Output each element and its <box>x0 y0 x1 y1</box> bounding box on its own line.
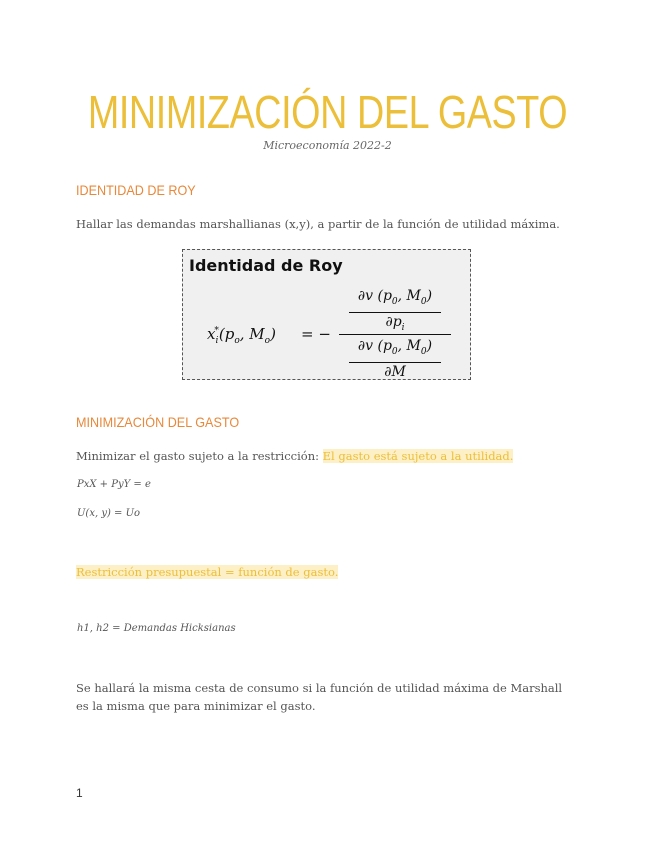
roy-big-fraction <box>339 288 451 378</box>
roy-lhs-args-sub: o <box>234 336 240 346</box>
min-text-plain: Minimizar el gasto sujeto a la restricción: <box>76 449 323 463</box>
roy-den-top-rest: , M <box>397 338 421 354</box>
page-title: MINIMIZACIÓN DEL GASTO <box>87 86 568 138</box>
closing-paragraph: Se hallará la misma cesta de consumo si la función de utilidad máxima de Marshall es la misma que para minimizar el gasto. <box>76 681 563 713</box>
roy-lhs-close: ) <box>270 325 276 343</box>
roy-den-top-sub2: 0 <box>420 346 427 357</box>
equation-utility: U(x, y) = Uo <box>77 508 141 519</box>
equation-budget: PxX + PyY = e <box>77 479 151 490</box>
roy-main-fraction-line <box>339 334 451 335</box>
highlight-restriction-text: Restricción presupuestal = función de gasto. <box>76 565 339 579</box>
roy-den-top-close: ) <box>426 338 433 354</box>
roy-den-top <box>339 338 451 361</box>
roy-identity-box <box>182 249 471 380</box>
roy-den-bottom: ∂M <box>384 363 406 380</box>
roy-lhs-args: (p <box>218 325 235 343</box>
equation-hicksian: h1, h2 = Demandas Hicksianas <box>77 623 236 634</box>
roy-num-bottom-text: ∂p <box>385 313 402 330</box>
roy-lhs <box>207 325 276 346</box>
page-number: 1 <box>76 786 83 800</box>
highlight-restriction <box>76 563 338 581</box>
roy-denominator <box>339 338 451 381</box>
roy-num-bottom-sub: i <box>401 322 405 333</box>
roy-lhs-x: x <box>207 325 216 343</box>
section-roy-text: Hallar las demandas marshallianas (x,y), a partir de la función de utilidad máxima. <box>76 217 560 231</box>
roy-box-title: Identidad de Roy <box>189 256 343 275</box>
section-min-text <box>76 447 513 465</box>
roy-num-top-close: ) <box>426 288 433 304</box>
roy-lhs-args2: , M <box>239 325 265 343</box>
roy-num-top-text: ∂v (p <box>357 288 392 304</box>
roy-lhs-sup: * <box>214 326 219 336</box>
roy-num-top-rest: , M <box>397 288 421 304</box>
roy-den-top-sub: 0 <box>391 346 398 357</box>
roy-num-top-sub2: 0 <box>420 296 427 307</box>
roy-den-top-text: ∂v (p <box>357 338 392 354</box>
section-heading-min-gasto: MINIMIZACIÓN DEL GASTO <box>76 414 240 430</box>
roy-num-line <box>349 312 441 313</box>
roy-numerator <box>339 288 451 337</box>
section-heading-roy: IDENTIDAD DE ROY <box>76 182 196 198</box>
roy-num-top-sub: 0 <box>391 296 398 307</box>
roy-num-top <box>339 288 451 311</box>
roy-den-line <box>349 362 441 363</box>
min-text-highlight: El gasto está sujeto a la utilidad. <box>322 449 514 463</box>
page-subtitle: Microeconomía 2022-2 <box>263 139 392 152</box>
roy-equals: = − <box>301 325 331 343</box>
roy-lhs-args2-sub: o <box>264 336 271 346</box>
roy-lhs-sub: i <box>215 336 219 346</box>
